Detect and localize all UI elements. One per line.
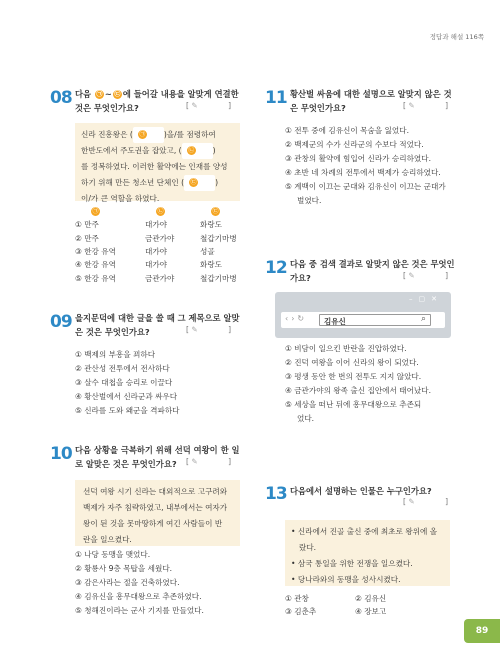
answer-field[interactable]: [ ✎ ] xyxy=(403,101,449,110)
option-item[interactable]: ④ 금관가야의 왕족 출신 집안에서 태어났다. xyxy=(285,386,431,395)
option-item[interactable]: ④ 김유신을 흥무대왕으로 추존하였다. xyxy=(75,592,202,601)
option-item[interactable]: ⑤ 청해진이라는 군사 기지를 만들었다. xyxy=(75,606,204,615)
pencil-icon: ✎ xyxy=(408,271,415,280)
nav-buttons xyxy=(285,314,307,323)
question-number: 09 xyxy=(50,312,72,332)
option-item-continued: 었다. xyxy=(297,414,315,423)
pencil-icon: ✎ xyxy=(408,497,415,506)
answer-field[interactable]: [ ✎ ] xyxy=(186,457,232,466)
refresh-icon[interactable]: ↻ xyxy=(297,314,308,323)
option-item[interactable]: ② 김유신 xyxy=(355,594,387,604)
passage-box: • 신라에서 진골 출신 중에 최초로 왕위에 올 랐다. • 삼국 통일을 위한 전쟁을 일으켰다. • 당나라와의 동맹을 성사시켰다. xyxy=(285,520,450,586)
passage-box: 신라 진흥왕은 ( ㉠ )을/를 점령하여 한반도에서 주도권을 잡았고, ( ㉡ ) 를 정복하였다. 이러한 활약에는 인재를 양성 하기 위해 만든 청소년 단체인 ( ㉢ ) 이/가 큰 역할을 하였다. xyxy=(75,123,240,201)
close-icon[interactable]: ✕ xyxy=(431,295,443,303)
option-item[interactable]: ⑤ 세상을 떠난 뒤에 흥무대왕으로 추존되 xyxy=(285,400,422,409)
question-text: 다음 ㉠ ~ ㉢ 에 들어갈 내용을 알맞게 연결한 것은 무엇인가요? xyxy=(75,89,239,113)
forward-icon[interactable]: › xyxy=(291,314,298,323)
option-item[interactable]: ① 백제의 부흥을 꾀하다 xyxy=(75,350,156,359)
option-item[interactable]: ④ 황산벌에서 신라군과 싸우다 xyxy=(75,392,178,401)
options-list xyxy=(285,124,446,208)
question-text: 다음에서 설명하는 인물은 누구인가요? xyxy=(290,486,432,496)
question-number: 11 xyxy=(265,88,287,108)
option-item[interactable]: ① 전투 중에 김유신이 목숨을 잃었다. xyxy=(285,126,409,135)
page-number: 89 xyxy=(464,619,500,643)
pencil-icon: ✎ xyxy=(191,101,198,110)
question-text: 다음 중 검색 결과로 알맞지 않은 것은 무엇인 가요? xyxy=(290,259,455,283)
pencil-icon: ✎ xyxy=(191,457,198,466)
option-item[interactable]: ④ 장보고 xyxy=(355,607,387,617)
question-number: 08 xyxy=(50,88,72,108)
option-row[interactable]: ④ 한강 유역 대가야 화랑도 xyxy=(75,260,223,270)
question-number: 10 xyxy=(50,444,72,464)
marker-icon: ㉢ xyxy=(212,208,219,216)
options-list xyxy=(75,548,204,618)
marker-icon: ㉡ xyxy=(157,208,164,216)
pencil-icon: ✎ xyxy=(191,325,198,334)
marker-icon: ㉠ xyxy=(139,131,146,138)
pencil-icon: ✎ xyxy=(408,101,415,110)
option-item[interactable]: ② 관산성 전투에서 전사하다 xyxy=(75,364,170,373)
address-bar xyxy=(281,312,445,328)
question-text: 황산벌 싸움에 대한 설명으로 알맞지 않은 것 은 무엇인가요? xyxy=(290,89,452,113)
question-13 xyxy=(265,486,455,516)
option-item[interactable]: ④ 초반 네 차례의 전투에서 백제가 승리하였다. xyxy=(285,168,441,177)
question-11 xyxy=(265,90,455,120)
back-icon[interactable]: ‹ xyxy=(285,314,292,323)
option-row[interactable]: ① 만주 대가야 화랑도 xyxy=(75,220,223,230)
marker-icon: ㉢ xyxy=(190,179,197,186)
search-value: 김유신 xyxy=(324,317,346,326)
minimize-icon[interactable]: – xyxy=(409,295,419,303)
header-answer-ref: 정답과 해설 116쪽 xyxy=(429,33,484,41)
option-item[interactable]: ⑤ 신라를 도와 왜군을 격파하다 xyxy=(75,406,180,415)
option-item[interactable]: ③ 감은사라는 절을 건축하였다. xyxy=(75,578,180,587)
options-list xyxy=(285,342,431,426)
option-row[interactable]: ② 만주 금관가야 철갑기마병 xyxy=(75,233,237,243)
option-item[interactable]: ③ 관창의 활약에 힘입어 신라가 승리하였다. xyxy=(285,154,431,163)
option-item[interactable]: ② 황룡사 9층 목탑을 세웠다. xyxy=(75,564,173,573)
option-item[interactable]: ③ 김춘추 xyxy=(285,607,317,617)
option-item[interactable]: ③ 살수 대첩을 승리로 이끌다 xyxy=(75,378,173,387)
option-item[interactable]: ② 진덕 여왕을 이어 신라의 왕이 되었다. xyxy=(285,358,419,367)
question-10 xyxy=(50,446,240,476)
answer-field[interactable]: [ ✎ ] xyxy=(403,497,449,506)
options-table xyxy=(75,205,237,285)
option-item-continued: 벌였다. xyxy=(297,196,322,205)
browser-window xyxy=(275,292,451,338)
question-number: 13 xyxy=(265,484,287,504)
option-item[interactable]: ① 관창 xyxy=(285,594,309,604)
option-item[interactable]: ③ 평생 동안 한 번의 전투도 지지 않았다. xyxy=(285,372,422,381)
question-text: 다음 상황을 극복하기 위해 선덕 여왕이 한 일 로 알맞은 것은 무엇인가요? xyxy=(75,445,240,469)
search-icon[interactable]: ⌕ xyxy=(420,314,426,324)
answer-field[interactable]: [ ✎ ] xyxy=(403,271,449,280)
marker-icon: ㉠ xyxy=(96,91,103,98)
option-item[interactable]: ⑤ 계백이 이끄는 군대와 김유신이 이끄는 군대가 xyxy=(285,182,446,191)
marker-icon: ㉠ xyxy=(92,208,99,216)
marker-icon: ㉢ xyxy=(114,91,121,98)
maximize-icon[interactable]: ▢ xyxy=(418,295,432,303)
window-controls xyxy=(409,295,443,303)
options-grid xyxy=(285,592,386,619)
option-item[interactable]: ① 비담이 일으킨 반란을 진압하였다. xyxy=(285,344,407,353)
question-09 xyxy=(50,314,240,344)
passage-box: 선덕 여왕 시기 신라는 대외적으로 고구려와 백제가 자주 침략하였고, 내부에서는 여자가 왕이 된 것을 못마땅하게 여긴 사람들이 반 란을 일으켰다. xyxy=(75,480,240,546)
options-list xyxy=(75,348,180,418)
question-number: 12 xyxy=(265,258,287,278)
answer-field[interactable]: [ ✎ ] xyxy=(186,101,232,110)
marker-icon: ㉡ xyxy=(188,147,195,154)
question-text: 을지문덕에 대한 글을 쓸 때 그 제목으로 알맞 은 것은 무엇인가요? xyxy=(75,313,240,337)
question-12 xyxy=(265,260,455,290)
option-item[interactable]: ① 나당 동맹을 맺었다. xyxy=(75,550,151,559)
option-item[interactable]: ② 백제군의 수가 신라군의 수보다 적었다. xyxy=(285,140,424,149)
option-row[interactable]: ③ 한강 유역 대가야 성골 xyxy=(75,247,215,257)
option-row[interactable]: ⑤ 한강 유역 금관가야 철갑기마병 xyxy=(75,273,237,283)
search-input[interactable] xyxy=(319,314,431,326)
answer-field[interactable]: [ ✎ ] xyxy=(186,325,232,334)
